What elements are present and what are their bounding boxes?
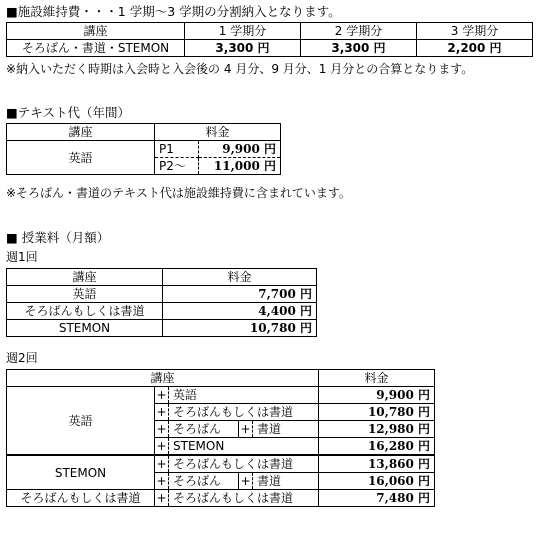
text-fee-price: 11,000 円 — [199, 158, 281, 175]
facility-term1-price: 3,300 円 — [185, 40, 301, 57]
weekly2-combo: 英語 — [169, 387, 319, 404]
text-fee-heading: ■テキスト代（年間） — [6, 105, 131, 120]
weekly2-label: 週2回 — [6, 351, 38, 365]
weekly2-header-price: 料金 — [319, 370, 435, 387]
weekly1-price: 7,700 円 — [163, 286, 317, 303]
weekly2-combo: そろばん — [169, 473, 239, 490]
text-fee-note: ※そろばん・書道のテキスト代は施設維持費に含まれています。 — [6, 186, 351, 200]
text-fee-price: 9,900 円 — [199, 141, 281, 158]
facility-term3-price: 2,200 円 — [417, 40, 533, 57]
plus-sign: + — [240, 474, 251, 488]
text-fee-course: 英語 — [7, 141, 155, 175]
weekly2-combo: そろばんもしくは書道 — [169, 404, 319, 421]
weekly2-combo-second: 書道 — [253, 473, 319, 490]
plus-sign: + — [240, 422, 251, 436]
facility-header-term3: 3 学期分 — [417, 23, 533, 40]
text-fee-header-price: 料金 — [155, 124, 281, 141]
weekly2-header-course: 講座 — [7, 370, 319, 387]
facility-heading: ■施設維持費・・・1 学期～3 学期の分割納入となります。 — [6, 4, 341, 19]
plus-sign: + — [156, 405, 167, 419]
weekly1-price: 10,780 円 — [163, 320, 317, 337]
weekly2-combo: そろばんもしくは書道 — [169, 455, 319, 473]
weekly2-group-english: 英語 — [7, 387, 155, 456]
weekly2-price: 12,980 円 — [319, 421, 435, 438]
weekly1-header-price: 料金 — [163, 269, 317, 286]
text-fee-level: P2～ — [155, 158, 199, 175]
weekly2-combo: STEMON — [169, 438, 319, 456]
plus-sign: + — [156, 491, 167, 505]
text-fee-table — [6, 123, 281, 175]
weekly2-combo: そろばん — [169, 421, 239, 438]
weekly2-price: 10,780 円 — [319, 404, 435, 421]
plus-sign: + — [156, 457, 167, 471]
weekly2-price: 16,060 円 — [319, 473, 435, 490]
text-fee-header-course: 講座 — [7, 124, 155, 141]
weekly1-header-course: 講座 — [7, 269, 163, 286]
tuition-heading: ■ 授業料（月額） — [6, 230, 110, 245]
weekly1-course: そろばんもしくは書道 — [7, 303, 163, 320]
plus-sign: + — [156, 422, 167, 436]
facility-course: そろばん・書道・STEMON — [7, 40, 185, 57]
weekly1-table — [6, 268, 317, 337]
facility-table — [6, 22, 533, 57]
plus-sign: + — [156, 474, 167, 488]
weekly2-price: 9,900 円 — [319, 387, 435, 404]
weekly2-price: 7,480 円 — [319, 490, 435, 507]
facility-header-term2: 2 学期分 — [301, 23, 417, 40]
weekly2-group-stemon: STEMON — [7, 455, 155, 490]
weekly1-label: 週1回 — [6, 250, 38, 264]
facility-header-course: 講座 — [7, 23, 185, 40]
plus-sign: + — [156, 388, 167, 402]
weekly1-course: STEMON — [7, 320, 163, 337]
weekly1-course: 英語 — [7, 286, 163, 303]
weekly2-combo-second: 書道 — [253, 421, 319, 438]
weekly2-combo: そろばんもしくは書道 — [169, 490, 319, 507]
plus-sign: + — [156, 439, 167, 453]
weekly2-group-soroban: そろばんもしくは書道 — [7, 490, 155, 507]
weekly2-price: 13,860 円 — [319, 455, 435, 473]
weekly2-price: 16,280 円 — [319, 438, 435, 456]
weekly2-table — [6, 369, 435, 507]
facility-header-term1: 1 学期分 — [185, 23, 301, 40]
facility-note: ※納入いただく時期は入会時と入会後の 4 月分、9 月分、1 月分との合算となります。 — [6, 62, 474, 76]
facility-term2-price: 3,300 円 — [301, 40, 417, 57]
weekly1-price: 4,400 円 — [163, 303, 317, 320]
text-fee-level: P1 — [155, 141, 199, 158]
